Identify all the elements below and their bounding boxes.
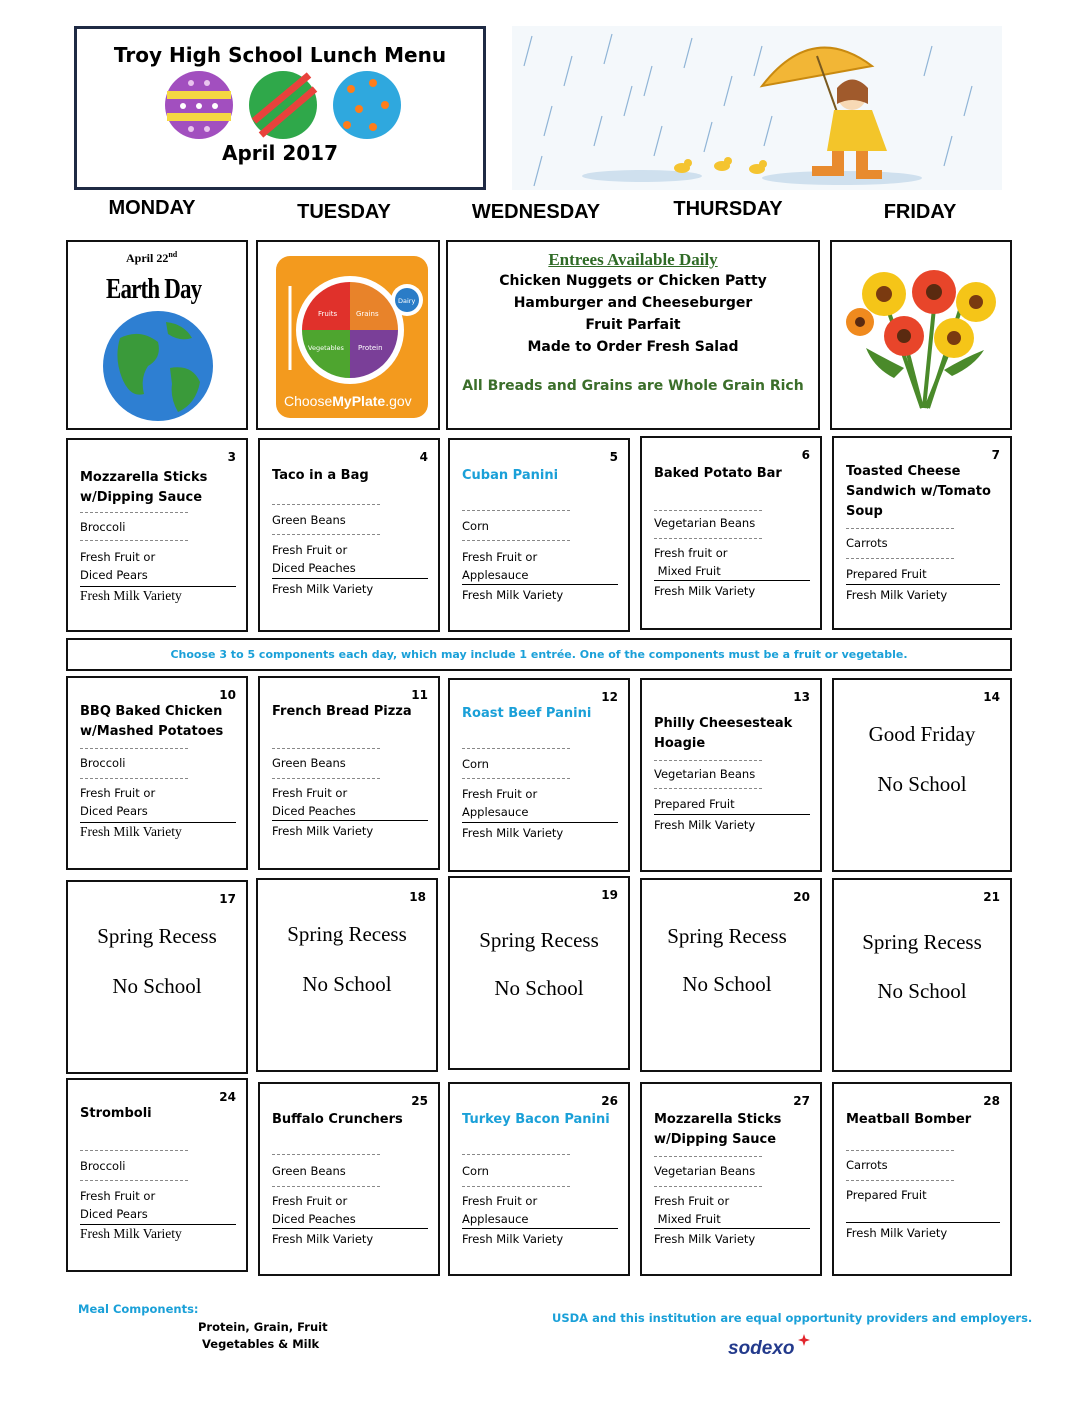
entree-name: Mozzarella Sticks w/Dipping Sauce: [654, 1112, 782, 1147]
fruit: Fresh Fruit or Diced Peaches: [272, 1194, 356, 1226]
closure-note: No School: [877, 979, 967, 1003]
flowers-bouquet-illustration: [844, 258, 1002, 418]
day-header-monday: MONDAY: [108, 197, 196, 219]
day-number: 25: [411, 1094, 428, 1108]
star-icon: [798, 1334, 810, 1346]
vegetable: Carrots: [846, 1158, 888, 1172]
closure-title: Spring Recess: [479, 928, 599, 952]
fruit: Prepared Fruit: [846, 1188, 927, 1202]
day-number: 11: [411, 688, 428, 702]
entree-name: Toasted Cheese Sandwich w/Tomato Soup: [846, 464, 991, 519]
day-cell-14: [832, 678, 1012, 872]
entree-name: Roast Beef Panini: [462, 706, 592, 721]
fruit: Fresh Fruit or Diced Pears: [80, 1189, 156, 1221]
myplate-cell: [256, 240, 440, 430]
day-number: 28: [983, 1094, 1000, 1108]
vegetable: Vegetarian Beans: [654, 767, 756, 781]
day-number: 26: [601, 1094, 618, 1108]
entree-daily-3: Fruit Parfait: [585, 317, 681, 333]
vegetable: Carrots: [846, 536, 888, 550]
day-header-wednesday: WEDNESDAY: [471, 201, 601, 223]
day-number: 24: [219, 1090, 236, 1104]
day-cell-24: [66, 1078, 248, 1272]
milk: Fresh Milk Variety: [846, 1226, 948, 1240]
day-cell-27: [640, 1082, 822, 1276]
milk: Fresh Milk Variety: [80, 1226, 182, 1241]
day-number: 6: [801, 448, 810, 462]
milk: Fresh Milk Variety: [654, 818, 756, 832]
fruit: Fresh Fruit or Diced Peaches: [272, 543, 356, 575]
day-cell-21: [832, 878, 1012, 1072]
closure-note: No School: [302, 972, 392, 996]
fruit: Fresh Fruit or Applesauce: [462, 550, 538, 582]
day-header-friday: FRIDAY: [883, 201, 957, 223]
day-cell-11: [258, 676, 440, 870]
closure-title: Spring Recess: [287, 922, 407, 946]
day-number: 21: [983, 890, 1000, 904]
day-number: 19: [601, 888, 618, 902]
milk: Fresh Milk Variety: [654, 584, 756, 598]
day-number: 10: [219, 688, 236, 702]
milk: Fresh Milk Variety: [80, 588, 182, 603]
vegetable: Broccoli: [80, 756, 126, 770]
fruit: Prepared Fruit: [846, 567, 927, 581]
milk: Fresh Milk Variety: [462, 588, 564, 602]
entree-name: French Bread Pizza: [272, 704, 412, 719]
entree-name: Philly Cheesesteak Hoagie: [654, 716, 793, 751]
closure-title: Spring Recess: [97, 924, 217, 948]
meal-components-line2: Vegetables & Milk: [202, 1337, 320, 1351]
earth-day-cell: [66, 240, 248, 430]
day-number: 20: [793, 890, 810, 904]
entree-name: Meatball Bomber: [846, 1112, 972, 1127]
fruit: Fresh Fruit or Diced Peaches: [272, 786, 356, 818]
vegetable: Green Beans: [272, 1164, 346, 1178]
whole-grain-note: All Breads and Grains are Whole Grain Rich: [462, 378, 804, 394]
day-cell-13: [640, 678, 822, 872]
easter-eggs-illustration: [159, 69, 409, 141]
blue-egg-icon: [333, 71, 401, 139]
myplate-fruits: Fruits: [318, 310, 338, 318]
myplate-dairy: Dairy: [398, 297, 416, 305]
entree-daily-1: Chicken Nuggets or Chicken Patty: [499, 273, 767, 289]
myplate-brand: ChooseMyPlate.gov: [284, 393, 412, 409]
closure-note: No School: [877, 772, 967, 796]
entree-daily-4: Made to Order Fresh Salad: [527, 339, 739, 355]
entrees-title: Entrees Available Daily: [548, 250, 718, 269]
day-cell-19: [448, 876, 630, 1070]
choose-components-note: Choose 3 to 5 components each day, which may include 1 entrée. One of the components must be a fruit or vegetable.: [66, 638, 1012, 671]
day-cell-10: [66, 676, 248, 870]
entree-name: Mozzarella Sticks w/Dipping Sauce: [80, 470, 208, 505]
day-cell-20: [640, 878, 822, 1072]
closure-title: Spring Recess: [667, 924, 787, 948]
milk: Fresh Milk Variety: [654, 1232, 756, 1246]
sodexo-logo: sodexo: [728, 1338, 818, 1364]
rainy-girl-illustration: [512, 26, 1002, 190]
milk: Fresh Milk Variety: [462, 1232, 564, 1246]
day-cell-28: [832, 1082, 1012, 1276]
entree-name: Turkey Bacon Panini: [462, 1112, 610, 1127]
day-number: 18: [409, 890, 426, 904]
meal-components-label: Meal Components:: [78, 1302, 199, 1316]
fruit: Fresh Fruit or Applesauce: [462, 1194, 538, 1226]
milk: Fresh Milk Variety: [846, 588, 948, 602]
vegetable: Corn: [462, 757, 489, 771]
day-number: 3: [227, 450, 236, 464]
closure-title: Spring Recess: [862, 930, 982, 954]
entree-name: Stromboli: [80, 1106, 152, 1121]
day-number: 17: [219, 892, 236, 906]
milk: Fresh Milk Variety: [80, 824, 182, 839]
vegetable: Vegetarian Beans: [654, 1164, 756, 1178]
entree-name: Taco in a Bag: [272, 468, 369, 483]
closure-note: No School: [112, 974, 202, 998]
entree-name: Cuban Panini: [462, 468, 559, 483]
earth-day-date: April 22nd: [126, 250, 178, 265]
day-number: 7: [991, 448, 1000, 462]
fruit: Fresh Fruit or Mixed Fruit: [654, 1194, 730, 1226]
entrees-cell: [446, 240, 820, 430]
vegetable: Corn: [462, 519, 489, 533]
earth-day-title: Earth Day: [106, 274, 202, 305]
day-cell-7: [832, 436, 1012, 630]
milk: Fresh Milk Variety: [272, 582, 374, 596]
day-header-thursday: THURSDAY: [673, 198, 783, 220]
day-cell-26: [448, 1082, 630, 1276]
milk: Fresh Milk Variety: [272, 1232, 374, 1246]
entree-name: BBQ Baked Chicken w/Mashed Potatoes: [80, 704, 224, 739]
vegetable: Corn: [462, 1164, 489, 1178]
entree-name: Baked Potato Bar: [654, 466, 782, 481]
day-cell-3: [66, 438, 248, 632]
vegetable: Green Beans: [272, 756, 346, 770]
day-number: 12: [601, 690, 618, 704]
day-cell-5: [448, 438, 630, 632]
day-number: 4: [419, 450, 428, 464]
day-cell-12: [448, 678, 630, 872]
closure-note: No School: [682, 972, 772, 996]
day-number: 13: [793, 690, 810, 704]
closure-title: Good Friday: [868, 722, 976, 746]
flowers-cell: [830, 240, 1012, 430]
fruit: Prepared Fruit: [654, 797, 735, 811]
vegetable: Broccoli: [80, 1159, 126, 1173]
myplate-grains: Grains: [356, 310, 379, 318]
day-cell-25: [258, 1082, 440, 1276]
closure-note: No School: [494, 976, 584, 1000]
day-cell-17: [66, 880, 248, 1074]
myplate-vegetables: Vegetables: [308, 344, 344, 352]
myplate-protein: Protein: [358, 344, 383, 352]
vegetable: Green Beans: [272, 513, 346, 527]
day-cell-18: [256, 878, 438, 1072]
meal-components-line1: Protein, Grain, Fruit: [198, 1320, 328, 1334]
milk: Fresh Milk Variety: [272, 824, 374, 838]
day-number: 5: [609, 450, 618, 464]
fruit: Fresh Fruit or Applesauce: [462, 787, 538, 819]
vegetable: Vegetarian Beans: [654, 516, 756, 530]
entree-daily-2: Hamburger and Cheeseburger: [513, 295, 753, 311]
milk: Fresh Milk Variety: [462, 826, 564, 840]
globe-icon: [100, 308, 216, 424]
fruit: Fresh fruit or Mixed Fruit: [654, 546, 728, 578]
day-number: 27: [793, 1094, 810, 1108]
day-number: 14: [983, 690, 1000, 704]
title-box: [74, 26, 486, 190]
entree-name: Buffalo Crunchers: [272, 1112, 403, 1127]
day-header-tuesday: TUESDAY: [297, 201, 391, 223]
day-cell-6: [640, 436, 822, 630]
day-cell-4: [258, 438, 440, 632]
fruit: Fresh Fruit or Diced Pears: [80, 550, 156, 582]
menu-month: April 2017: [222, 141, 338, 165]
fruit: Fresh Fruit or Diced Pears: [80, 786, 156, 818]
usda-statement: USDA and this institution are equal opportunity providers and employers.: [552, 1311, 1033, 1325]
menu-title: Troy High School Lunch Menu: [113, 43, 447, 67]
myplate-logo: [276, 256, 428, 418]
vegetable: Broccoli: [80, 520, 126, 534]
